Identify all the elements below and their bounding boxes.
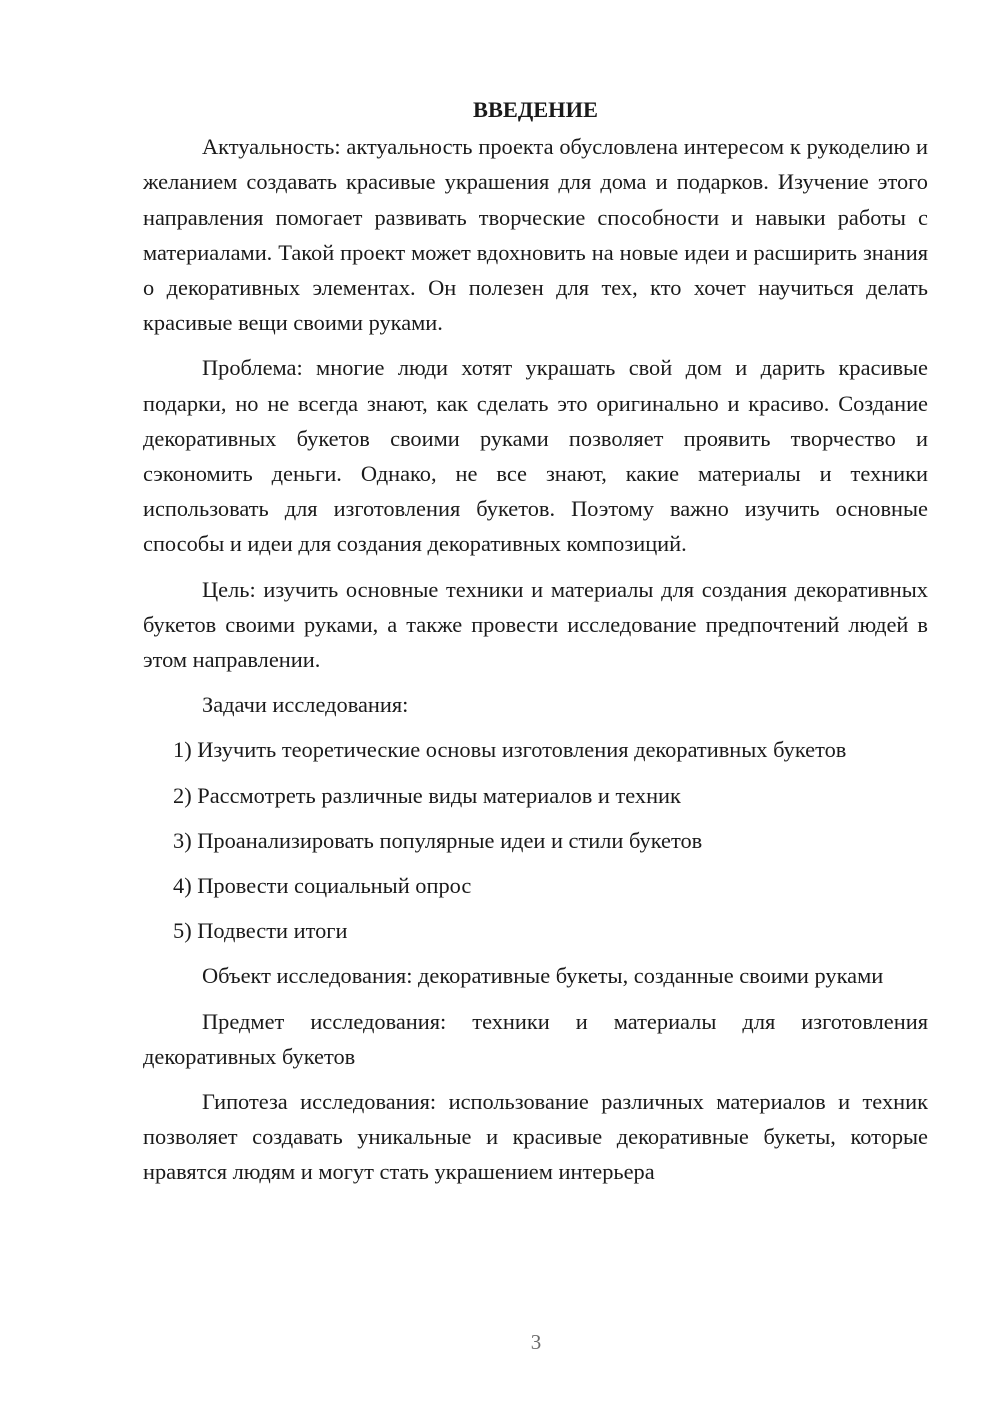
list-item: 2) Рассмотреть различные виды материалов и техник	[173, 782, 681, 808]
goal-paragraph: Цель: изучить основные техники и материалы для создания декоративных букетов своими руками, а также провести исследование предпочтений людей в этом направлении.	[143, 576, 928, 673]
object-paragraph: Объект исследования: декоративные букеты, созданные своими руками	[202, 963, 884, 989]
problem-paragraph: Проблема: многие люди хотят украшать свой дом и дарить красивые подарки, но не всегда знают, как сделать это оригинально и красиво. Создание декоративных букетов своими руками позволяет проявить творчество и сэкономить деньги. Однако, не все знают, какие материалы и техники использовать для изготовления букетов. Поэтому важно изучить основные способы и идеи для создания декоративных композиций.	[143, 355, 928, 557]
hypothesis-paragraph: Гипотеза исследования: использование различных материалов и техник позволяет создавать уникальные и красивые декоративные букеты, которые нравятся людям и могут стать украшением интерьера	[143, 1089, 928, 1185]
subject-paragraph: Предмет исследования: техники и материалы для изготовления декоративных букетов	[143, 1008, 928, 1069]
list-item: 4) Провести социальный опрос	[173, 873, 472, 899]
list-item: 5) Подвести итоги	[173, 918, 348, 944]
task-list	[143, 732, 928, 948]
page-number: 3	[530, 1330, 542, 1354]
list-item: 3) Проанализировать популярные идеи и стили букетов	[173, 827, 703, 853]
list-item: 1) Изучить теоретические основы изготовления декоративных букетов	[173, 737, 847, 763]
page-title: ВВЕДЕНИЕ	[473, 97, 598, 122]
tasks-title: Задачи исследования:	[202, 692, 409, 718]
relevance-paragraph: Актуальность: актуальность проекта обусловлена интересом к рукоделию и желанием создавать красивые украшения для дома и подарков. Изучение этого направления помогает развивать творческие способности и навыки работы с материалами. Такой проект может вдохновить на новые идеи и расширить знания о декоративных элементах. Он полезен для тех, кто хочет научиться делать красивые вещи своими руками.	[143, 134, 928, 336]
document-page	[143, 92, 928, 1200]
